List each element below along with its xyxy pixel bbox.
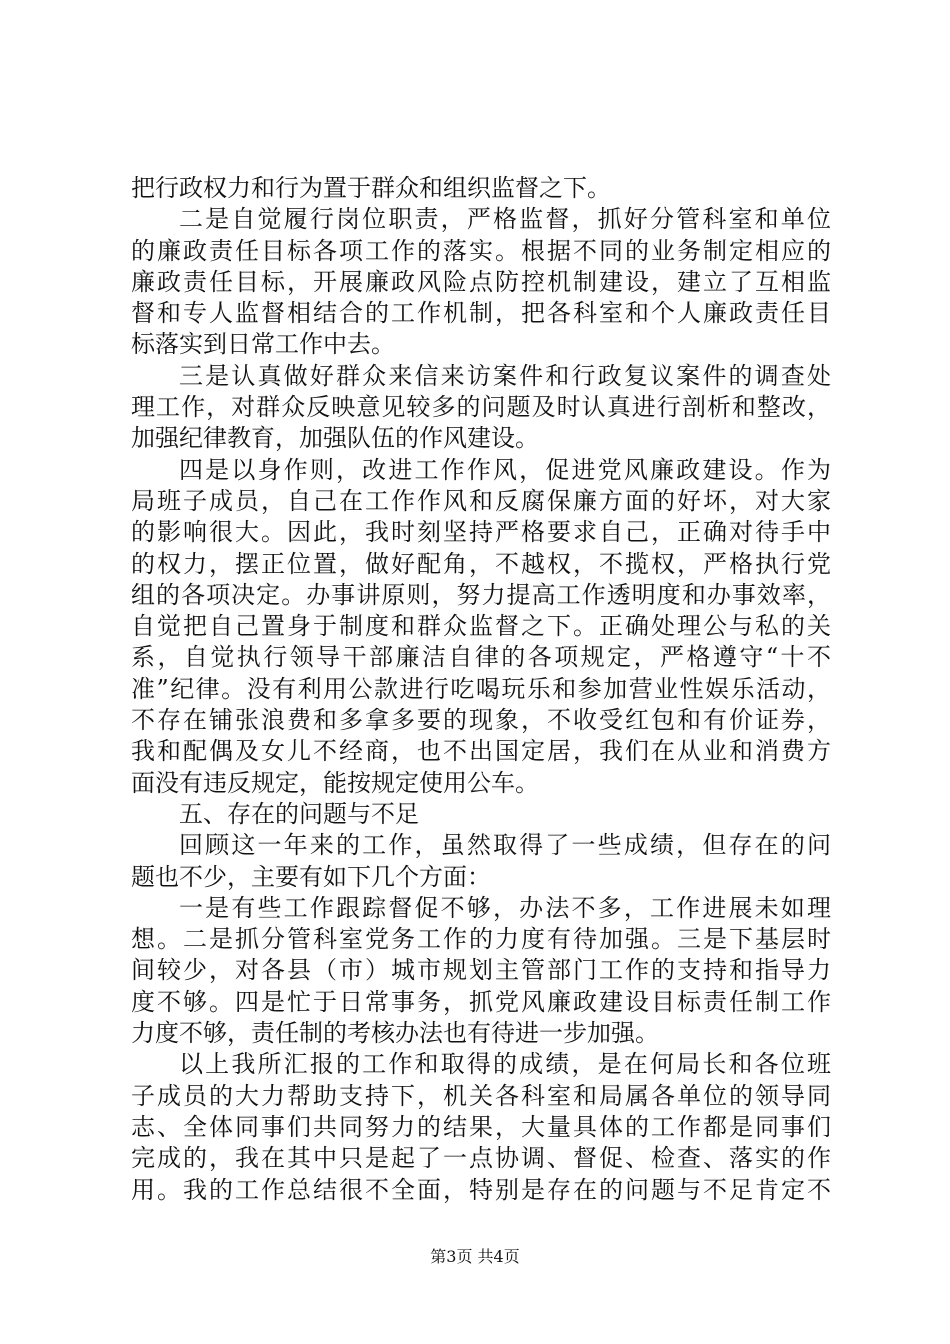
text-line: 廉政责任目标，开展廉政风险点防控机制建设，建立了互相监 [131,267,831,296]
text-line: 不存在铺张浪费和多拿多要的现象，不收受红包和有价证券， [131,706,831,735]
text-line: 二是自觉履行岗位职责，严格监督，抓好分管科室和单位 [179,205,831,234]
text-line: 回顾这一年来的工作，虽然取得了一些成绩，但存在的问 [179,831,831,860]
text-line: 组的各项决定。办事讲原则，努力提高工作透明度和办事效率， [131,580,831,609]
text-line: 力度不够，责任制的考核办法也有待进一步加强。 [131,1019,659,1048]
text-line: 理工作，对群众反映意见较多的问题及时认真进行剖析和整改， [131,393,831,422]
text-line: 以上我所汇报的工作和取得的成绩，是在何局长和各位班 [179,1050,831,1079]
text-line: 系，自觉执行领导干部廉洁自律的各项规定，严格遵守“十不 [131,643,831,672]
text-line: 督和专人监督相结合的工作机制，把各科室和个人廉政责任目 [131,299,831,328]
text-line: 三是认真做好群众来信来访案件和行政复议案件的调查处 [179,361,831,390]
text-line: 面没有违反规定，能按规定使用公车。 [131,768,539,797]
text-line: 一是有些工作跟踪督促不够，办法不多，工作进展未如理 [179,893,831,922]
text-line: 把行政权力和行为置于群众和组织监督之下。 [131,174,611,202]
text-line: 我和配偶及女儿不经商，也不出国定居，我们在从业和消费方 [131,737,831,766]
text-line: 子成员的大力帮助支持下，机关各科室和局属各单位的领导同 [131,1081,831,1110]
text-line: 局班子成员，自己在工作作风和反腐保廉方面的好坏，对大家 [131,486,831,515]
text-line: 四是以身作则，改进工作作风，促进党风廉政建设。作为 [179,455,831,484]
text-line: 用。我的工作总结很不全面，特别是存在的问题与不足肯定不 [131,1175,831,1204]
text-line: 的权力，摆正位置，做好配角，不越权，不揽权，严格执行党 [131,549,831,578]
page-footer: 第3页 共4页 [430,1247,520,1266]
text-line: 完成的，我在其中只是起了一点协调、督促、检查、落实的作 [131,1144,831,1173]
text-line: 的影响很大。因此，我时刻坚持严格要求自己，正确对待手中 [131,518,831,547]
text-line: 自觉把自己置身于制度和群众监督之下。正确处理公与私的关 [131,612,831,641]
text-line: 加强纪律教育，加强队伍的作风建设。 [131,424,539,453]
text-line: 标落实到日常工作中去。 [131,330,395,359]
text-line: 想。二是抓分管科室党务工作的力度有待加强。三是下基层时 [131,925,831,954]
text-line: 度不够。四是忙于日常事务，抓党风廉政建设目标责任制工作 [131,987,831,1016]
document-body [131,173,831,1206]
text-line: 志、全体同事们共同努力的结果，大量具体的工作都是同事们 [131,1112,831,1141]
text-line: 的廉政责任目标各项工作的落实。根据不同的业务制定相应的 [131,236,831,265]
text-line: 间较少，对各县（市）城市规划主管部门工作的支持和指导力 [131,956,831,985]
text-line: 准”纪律。没有利用公款进行吃喝玩乐和参加营业性娱乐活动， [131,674,831,703]
text-line: 题也不少，主要有如下几个方面： [131,862,491,891]
text-line: 五、存在的问题与不足 [179,799,419,828]
